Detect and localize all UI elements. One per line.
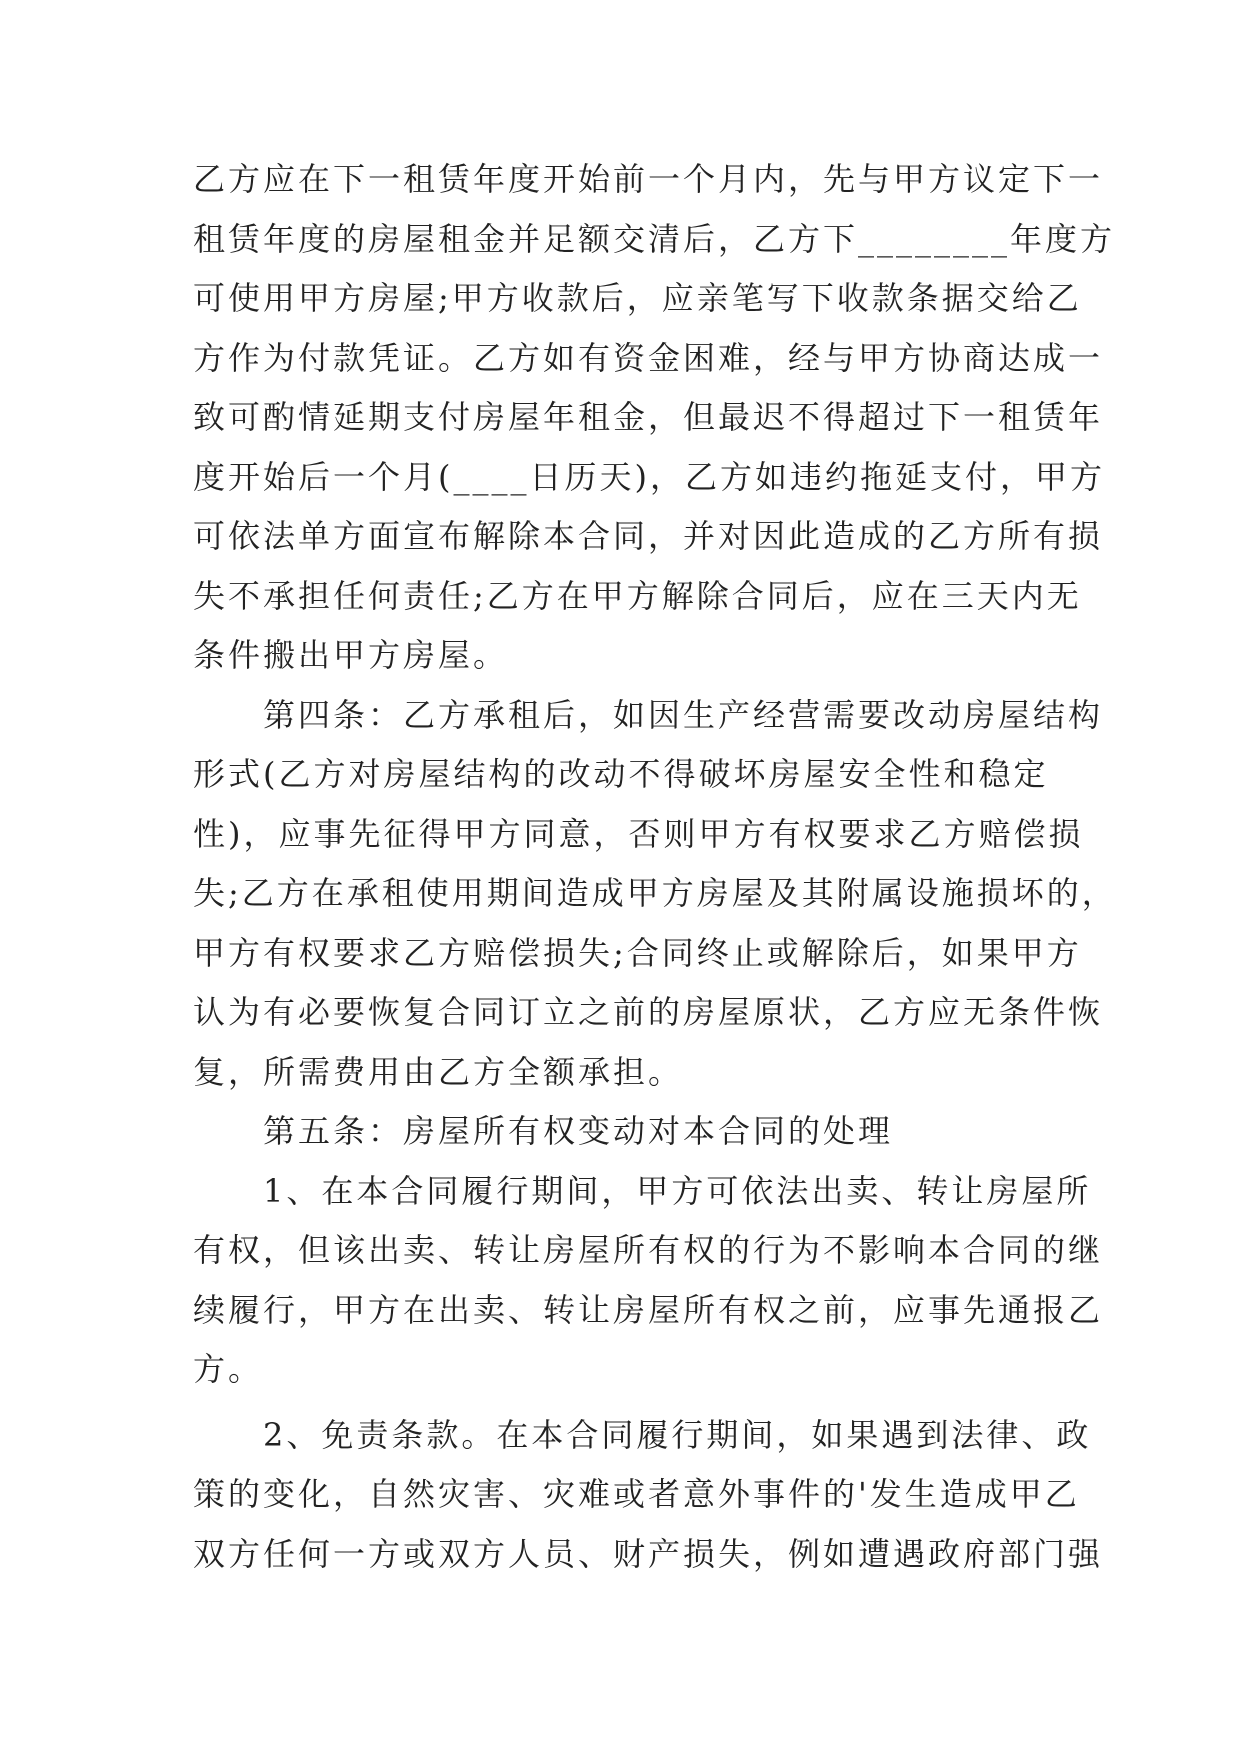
text-line: 租赁年度的房屋租金并足额交清后，乙方下________年度方	[193, 219, 1116, 258]
text-line: 认为有必要恢复合同订立之前的房屋原状，乙方应无条件恢	[193, 993, 1104, 1031]
text-line: 失;乙方在承租使用期间造成甲方房屋及其附属设施损坏的，	[193, 874, 1117, 912]
text-line: 方。	[193, 1350, 264, 1388]
text-line: 方作为付款凭证。乙方如有资金困难，经与甲方协商达成一	[193, 338, 1104, 377]
text-line: 条件搬出甲方房屋。	[193, 636, 509, 674]
text-line: 续履行，甲方在出卖、转让房屋所有权之前，应事先通报乙	[193, 1290, 1104, 1329]
document-page	[193, 150, 1117, 1584]
text-line: 复，所需费用由乙方全额承担。	[193, 1052, 684, 1091]
text-line: 形式(乙方对房屋结构的改动不得破坏房屋安全性和稳定	[193, 755, 1049, 793]
text-line: 策的变化，自然灾害、灾难或者意外事件的'发生造成甲乙	[193, 1475, 1080, 1513]
text-line: 甲方有权要求乙方赔偿损失;合同终止或解除后，如果甲方	[193, 933, 1082, 972]
text-line: 度开始后一个月(____日历天)，乙方如违约拖延支付，甲方	[193, 457, 1105, 496]
article-4-heading: 第四条：乙方承租后，如因生产经营需要改动房屋结构	[193, 695, 1104, 734]
text-line: 失不承担任何责任;乙方在甲方解除合同后，应在三天内无	[193, 576, 1082, 615]
text-line: 双方任何一方或双方人员、财产损失，例如遭遇政府部门强	[193, 1534, 1104, 1573]
text-line: 可使用甲方房屋;甲方收款后，应亲笔写下收款条据交给乙	[193, 279, 1082, 317]
text-line: 致可酌情延期支付房屋年租金，但最迟不得超过下一租赁年	[193, 398, 1104, 436]
text-line: 乙方应在下一租赁年度开始前一个月内，先与甲方议定下一	[193, 160, 1104, 198]
clause-1-line: 1、在本合同履行期间，甲方可依法出卖、转让房屋所	[193, 1171, 1092, 1210]
text-line: 有权，但该出卖、转让房屋所有权的行为不影响本合同的继	[193, 1231, 1104, 1269]
text-line: 可依法单方面宣布解除本合同，并对因此造成的乙方所有损	[193, 517, 1104, 555]
article-5-heading: 第五条：房屋所有权变动对本合同的处理	[193, 1112, 894, 1150]
clause-2-line: 2、免责条款。在本合同履行期间，如果遇到法律、政	[193, 1415, 1092, 1454]
text-line: 性)，应事先征得甲方同意，否则甲方有权要求乙方赔偿损	[193, 814, 1084, 853]
